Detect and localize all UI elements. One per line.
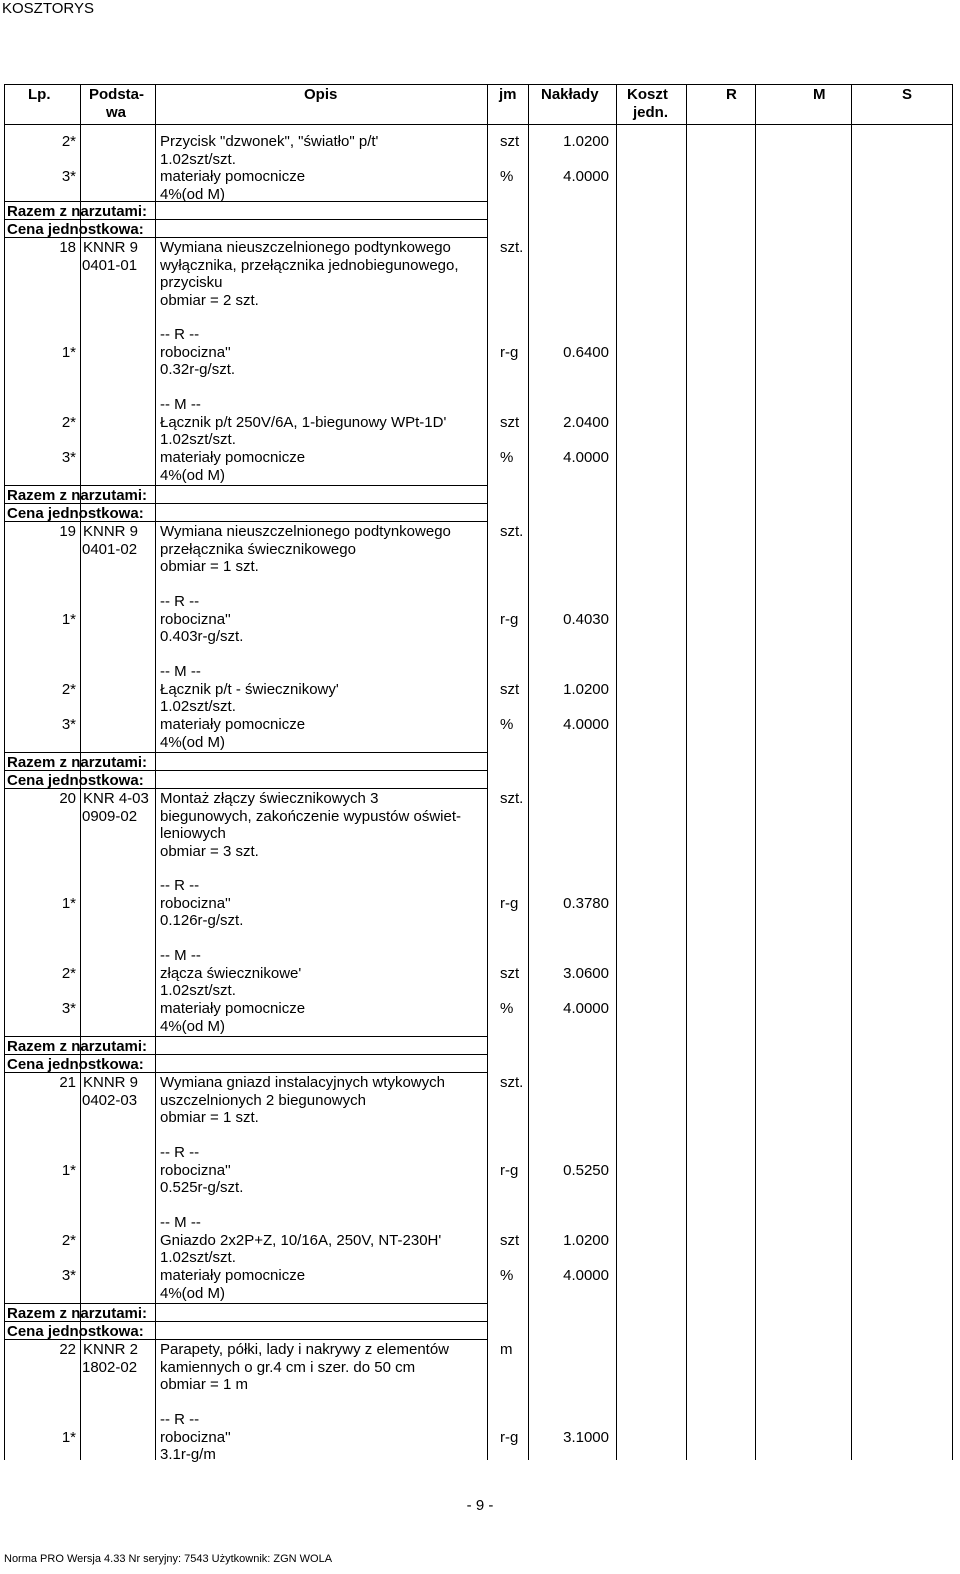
row-description: materiały pomocnicze [160, 449, 306, 466]
row-basis: KNNR 2 [83, 1341, 139, 1358]
row-description: 0.32r-g/szt. [160, 361, 236, 379]
row-description: 0.126r-g/szt. [160, 912, 244, 930]
row-number: 19 [59, 523, 76, 540]
row-unit: szt. [500, 1074, 524, 1091]
row-basis: KNNR 9 [83, 239, 139, 256]
summary-label: Razem z narzutami: [7, 1038, 148, 1055]
col-header-cost: Koszt [627, 86, 668, 103]
row-description: 1.02szt/szt. [160, 431, 236, 449]
row-number: 18 [59, 239, 76, 256]
col-header-cost-2: jedn. [633, 104, 669, 121]
row-description: biegunowych, zakończenie wypustów oświet- [160, 807, 461, 825]
row-number: 3* [61, 1000, 76, 1017]
row-basis: 1802-02 [82, 1358, 138, 1376]
row-unit: r-g [500, 1429, 519, 1446]
grid-vline [487, 84, 488, 1460]
row-basis: 0401-02 [82, 540, 138, 558]
grid-vline [616, 84, 617, 1460]
row-description: 4%(od M) [160, 185, 226, 203]
summary-label: Cena jednostkowa: [7, 1323, 144, 1340]
row-description: materiały pomocnicze [160, 716, 306, 733]
summary-label: Cena jednostkowa: [7, 505, 144, 522]
grid-vline [155, 84, 156, 1460]
row-description: robocizna'' [160, 1161, 231, 1179]
row-unit: % [500, 449, 514, 466]
row-description: przycisku [160, 274, 223, 292]
row-number: 2* [61, 1232, 76, 1249]
row-norm-value: 0.5250 [563, 1162, 609, 1179]
row-norm-value: 0.4030 [563, 611, 609, 628]
grid-hline [4, 84, 952, 85]
row-unit: r-g [500, 344, 519, 361]
row-basis: KNR 4-03 [83, 790, 149, 807]
row-description: 4%(od M) [160, 1284, 226, 1302]
row-description: 1.02szt/szt. [160, 698, 236, 716]
grid-vline [952, 84, 953, 1460]
grid-vline [686, 84, 687, 1460]
row-number: 3* [61, 168, 76, 185]
row-description: Parapety, półki, lady i nakrywy z elementów [160, 1341, 450, 1358]
row-description: leniowych [160, 825, 226, 843]
row-basis: 0402-03 [82, 1091, 138, 1109]
col-header-basis-2: wa [106, 104, 127, 121]
row-unit: szt [500, 414, 520, 431]
col-header-m: M [813, 86, 826, 103]
grid-hline [4, 124, 952, 125]
grid-vline [4, 84, 5, 1460]
row-description: Wymiana nieuszczelnionego podtynkowego [160, 523, 451, 540]
row-unit: r-g [500, 1162, 519, 1179]
footer-text: Norma PRO Wersja 4.33 Nr seryjny: 7543 Użytkownik: ZGN WOLA [4, 1553, 333, 1565]
col-header-unit: jm [499, 86, 517, 103]
row-number: 3* [61, 716, 76, 733]
row-description: robocizna'' [160, 610, 231, 628]
row-description: 1.02szt/szt. [160, 150, 236, 168]
row-unit: szt [500, 681, 520, 698]
col-header-r: R [726, 86, 737, 103]
grid-vline [755, 84, 756, 1460]
row-unit: szt [500, 965, 520, 982]
row-number: 1* [61, 344, 76, 361]
row-description: -- M -- [160, 663, 201, 680]
summary-label: Razem z narzutami: [7, 1305, 148, 1322]
row-description: -- R -- [160, 1144, 200, 1161]
row-unit: r-g [500, 611, 519, 628]
row-description: uszczelnionych 2 biegunowych [160, 1091, 366, 1109]
row-number: 1* [61, 1429, 76, 1446]
row-description: Przycisk "dzwonek", "światło" p/t' [160, 133, 379, 150]
summary-label: Cena jednostkowa: [7, 772, 144, 789]
row-norm-value: 4.0000 [563, 716, 609, 733]
row-basis: 0909-02 [82, 807, 138, 825]
row-norm-value: 0.3780 [563, 895, 609, 912]
summary-label: Cena jednostkowa: [7, 1056, 144, 1073]
summary-label: Razem z narzutami: [7, 754, 148, 771]
row-basis: KNNR 9 [83, 523, 139, 540]
row-number: 22 [59, 1341, 76, 1358]
row-number: 2* [61, 414, 76, 431]
row-description: materiały pomocnicze [160, 1000, 306, 1017]
grid-vline [851, 84, 852, 1460]
row-norm-value: 1.0200 [563, 1232, 609, 1249]
col-header-norms: Nakłady [541, 86, 599, 103]
row-description: Łącznik p/t 250V/6A, 1-biegunowy WPt-1D' [160, 413, 447, 431]
row-number: 2* [61, 681, 76, 698]
row-description: obmiar = 1 szt. [160, 1109, 259, 1127]
row-number: 2* [61, 965, 76, 982]
row-norm-value: 4.0000 [563, 1000, 609, 1017]
row-description: obmiar = 3 szt. [160, 842, 259, 860]
row-description: obmiar = 1 szt. [160, 558, 259, 576]
col-header-s: S [902, 86, 913, 103]
row-description: -- M -- [160, 947, 201, 964]
row-unit: m [500, 1341, 513, 1358]
row-norm-value: 4.0000 [563, 449, 609, 466]
row-description: 1.02szt/szt. [160, 982, 236, 1000]
grid-hline [4, 1303, 488, 1304]
row-norm-value: 2.0400 [563, 414, 609, 431]
row-unit: % [500, 716, 514, 733]
row-description: Gniazdo 2x2P+Z, 10/16A, 250V, NT-230H' [160, 1231, 442, 1249]
grid-vline [528, 84, 529, 1460]
row-unit: szt [500, 133, 520, 150]
row-description: 4%(od M) [160, 466, 226, 484]
row-number: 2* [61, 133, 76, 150]
row-description: -- R -- [160, 1411, 200, 1428]
row-description: -- R -- [160, 326, 200, 343]
row-norm-value: 4.0000 [563, 168, 609, 185]
row-description: robocizna'' [160, 1428, 231, 1446]
grid-hline [4, 201, 488, 202]
row-description: -- R -- [160, 877, 200, 894]
row-norm-value: 3.1000 [563, 1429, 609, 1446]
page-title: KOSZTORYS [2, 0, 94, 17]
col-header-description: Opis [304, 86, 338, 103]
row-description: Wymiana gniazd instalacyjnych wtykowych [160, 1074, 445, 1091]
row-basis: KNNR 9 [83, 1074, 139, 1091]
row-norm-value: 1.0200 [563, 681, 609, 698]
row-description: materiały pomocnicze [160, 1267, 306, 1284]
row-description: Montaż złączy świecznikowych 3 [160, 790, 379, 807]
row-description: złącza świecznikowe' [160, 964, 302, 982]
summary-label: Cena jednostkowa: [7, 221, 144, 238]
row-description: materiały pomocnicze [160, 168, 306, 185]
row-description: Wymiana nieuszczelnionego podtynkowego [160, 239, 451, 256]
row-description: -- M -- [160, 1214, 201, 1231]
row-description: robocizna'' [160, 343, 231, 361]
row-description: 1.02szt/szt. [160, 1249, 236, 1267]
row-number: 21 [59, 1074, 76, 1091]
row-number: 3* [61, 1267, 76, 1284]
row-description: Łącznik p/t - świecznikowy' [160, 680, 339, 698]
row-unit: % [500, 168, 514, 185]
grid-hline [4, 485, 488, 486]
row-unit: r-g [500, 895, 519, 912]
row-description: kamiennych o gr.4 cm i szer. do 50 cm [160, 1358, 416, 1376]
row-unit: szt. [500, 523, 524, 540]
summary-label: Razem z narzutami: [7, 203, 148, 220]
row-number: 1* [61, 611, 76, 628]
row-description: 0.403r-g/szt. [160, 628, 244, 646]
row-description: 3.1r-g/m [160, 1446, 216, 1464]
row-description: 0.525r-g/szt. [160, 1179, 244, 1197]
page-number: - 9 - [466, 1497, 494, 1514]
row-norm-value: 1.0200 [563, 133, 609, 150]
row-description: przełącznika świecznikowego [160, 540, 356, 558]
row-number: 1* [61, 895, 76, 912]
row-unit: % [500, 1267, 514, 1284]
grid-hline [4, 752, 488, 753]
row-basis: 0401-01 [82, 256, 138, 274]
row-norm-value: 0.6400 [563, 344, 609, 361]
row-number: 20 [59, 790, 76, 807]
row-description: obmiar = 2 szt. [160, 291, 259, 309]
col-header-lp: Lp. [28, 86, 51, 103]
row-description: -- M -- [160, 396, 201, 413]
row-description: obmiar = 1 m [160, 1376, 248, 1394]
col-header-basis: Podsta- [89, 86, 145, 103]
row-number: 3* [61, 449, 76, 466]
row-unit: szt [500, 1232, 520, 1249]
row-unit: szt. [500, 790, 524, 807]
row-description: wyłącznika, przełącznika jednobiegunowego, [160, 256, 459, 274]
row-description: -- R -- [160, 593, 200, 610]
grid-hline [4, 1036, 488, 1037]
row-norm-value: 3.0600 [563, 965, 609, 982]
row-unit: szt. [500, 239, 524, 256]
row-description: 4%(od M) [160, 1017, 226, 1035]
row-norm-value: 4.0000 [563, 1267, 609, 1284]
row-number: 1* [61, 1162, 76, 1179]
row-unit: % [500, 1000, 514, 1017]
row-description: 4%(od M) [160, 733, 226, 751]
row-description: robocizna'' [160, 894, 231, 912]
summary-label: Razem z narzutami: [7, 487, 148, 504]
